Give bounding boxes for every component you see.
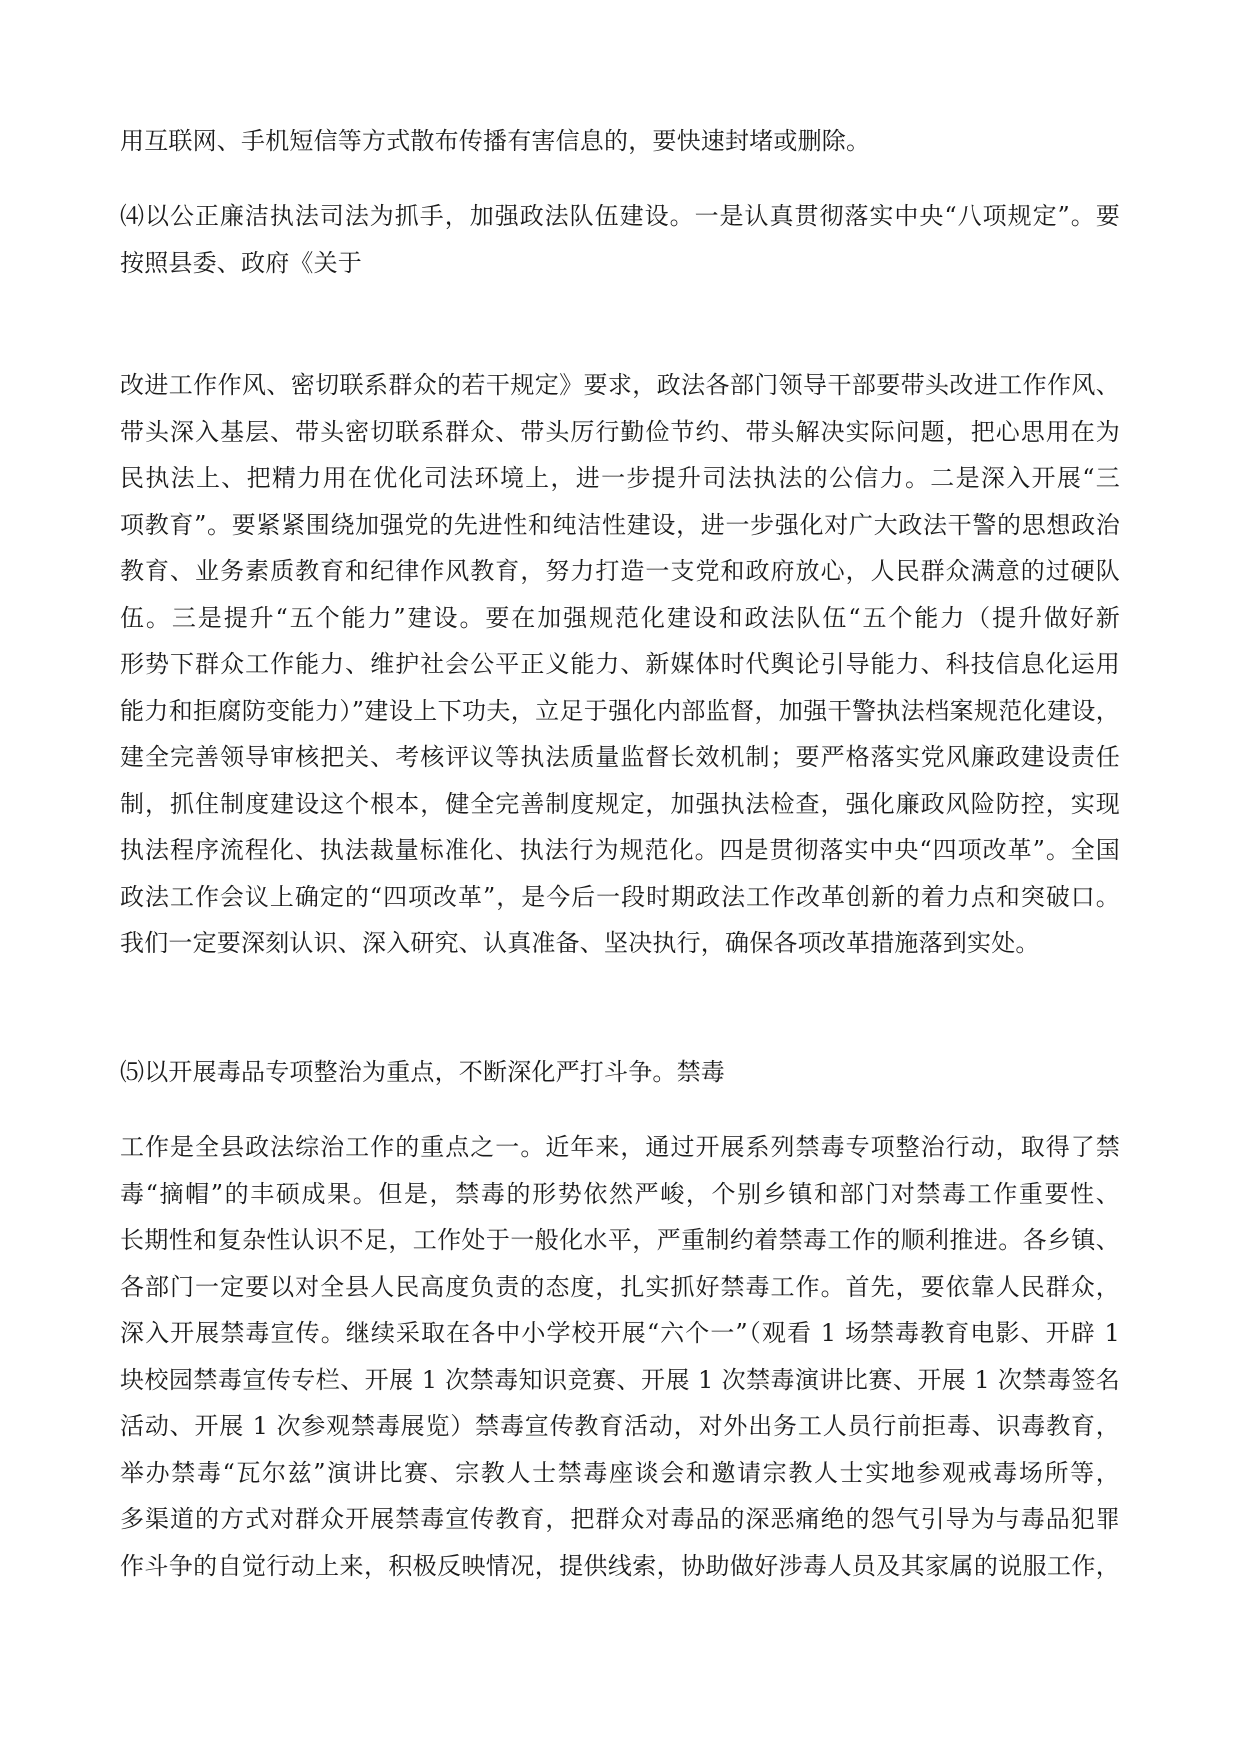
text-line: 长期性和复杂性认识不足，工作处于一般化水平，严重制约着禁毒工作的顺利推进。各乡镇、 — [120, 1226, 1120, 1254]
text-line: 能力和拒腐防变能力）”建设上下功夫，立足于强化内部监督，加强干警执法档案规范化建设， — [120, 696, 1120, 725]
text-line: 建全完善领导审核把关、考核评议等执法质量监督长效机制；要严格落实党风廉政建设责任 — [120, 743, 1120, 771]
text-line: 按照县委、政府《关于 — [120, 248, 362, 277]
text-line: 毒“摘帽”的丰硕成果。但是，禁毒的形势依然严峻，个别乡镇和部门对禁毒工作重要性、 — [120, 1179, 1120, 1208]
text-line: 各部门一定要以对全县人民高度负责的态度，扎实抓好禁毒工作。首先，要依靠人民群众， — [120, 1272, 1120, 1301]
text-line: 活动、开展 1 次参观禁毒展览）禁毒宣传教育活动，对外出务工人员行前拒毒、识毒教育， — [120, 1412, 1120, 1440]
text-line: 深入开展禁毒宣传。继续采取在各中小学校开展“六个一”（观看 1 场禁毒教育电影、开辟 1 — [120, 1319, 1120, 1347]
text-line: 举办禁毒“瓦尔兹”演讲比赛、宗教人士禁毒座谈会和邀请宗教人士实地参观戒毒场所等， — [120, 1458, 1120, 1487]
text-line: 教育、业务素质教育和纪律作风教育，努力打造一支党和政府放心，人民群众满意的过硬队 — [120, 557, 1120, 585]
text-line: 块校园禁毒宣传专栏、开展 1 次禁毒知识竞赛、开展 1 次禁毒演讲比赛、开展 1 次禁毒签名 — [120, 1365, 1120, 1394]
text-line: 多渠道的方式对群众开展禁毒宣传教育，把群众对毒品的深恶痛绝的怨气引导为与毒品犯罪 — [120, 1505, 1120, 1533]
paragraph-anti-drug-work — [120, 1124, 1120, 1589]
text-line: 作斗争的自觉行动上来，积极反映情况，提供线索，协助做好涉毒人员及其家属的说服工作， — [120, 1551, 1120, 1580]
text-line: 执法程序流程化、执法裁量标准化、执法行为规范化。四是贯彻落实中央“四项改革”。全国 — [120, 836, 1120, 864]
text-line: 我们一定要深刻认识、深入研究、认真准备、坚决执行，确保各项改革措施落到实处。 — [120, 929, 1040, 957]
text-line: 工作是全县政法综治工作的重点之一。近年来，通过开展系列禁毒专项整治行动，取得了禁 — [120, 1133, 1120, 1161]
text-line: 政法工作会议上确定的“四项改革”，是今后一段时期政法工作改革创新的着力点和突破口。 — [120, 882, 1120, 911]
text-line: 用互联网、手机短信等方式散布传播有害信息的，要快速封堵或删除。 — [120, 127, 871, 155]
text-line: 民执法上、把精力用在优化司法环境上，进一步提升司法执法的公信力。二是深入开展“三 — [120, 464, 1120, 492]
text-line: 伍。三是提升“五个能力”建设。要在加强规范化建设和政法队伍“五个能力（提升做好新 — [120, 603, 1120, 632]
text-line: 改进工作作风、密切联系群众的若干规定》要求，政法各部门领导干部要带头改进工作作风、 — [120, 371, 1120, 399]
paragraph-team-building — [120, 362, 1120, 967]
text-line: ⑷以公正廉洁执法司法为抓手，加强政法队伍建设。一是认真贯彻落实中央“八项规定”。要 — [120, 202, 1120, 230]
text-line: ⑸以开展毒品专项整治为重点，不断深化严打斗争。禁毒 — [120, 1058, 725, 1086]
text-line: 项教育”。要紧紧围绕加强党的先进性和纯洁性建设，进一步强化对广大政法干警的思想政治 — [120, 510, 1120, 539]
text-line: 制，抓住制度建设这个根本，健全完善制度规定，加强执法检查，强化廉政风险防控，实现 — [120, 789, 1120, 818]
paragraph-section-5-heading — [120, 1049, 1120, 1096]
paragraph-internet-info — [120, 118, 1120, 165]
text-line: 形势下群众工作能力、维护社会公平正义能力、新媒体时代舆论引导能力、科技信息化运用 — [120, 650, 1120, 678]
paragraph-section-4-heading — [120, 193, 1120, 286]
text-line: 带头深入基层、带头密切联系群众、带头厉行勤俭节约、带头解决实际问题，把心思用在为 — [120, 417, 1120, 446]
